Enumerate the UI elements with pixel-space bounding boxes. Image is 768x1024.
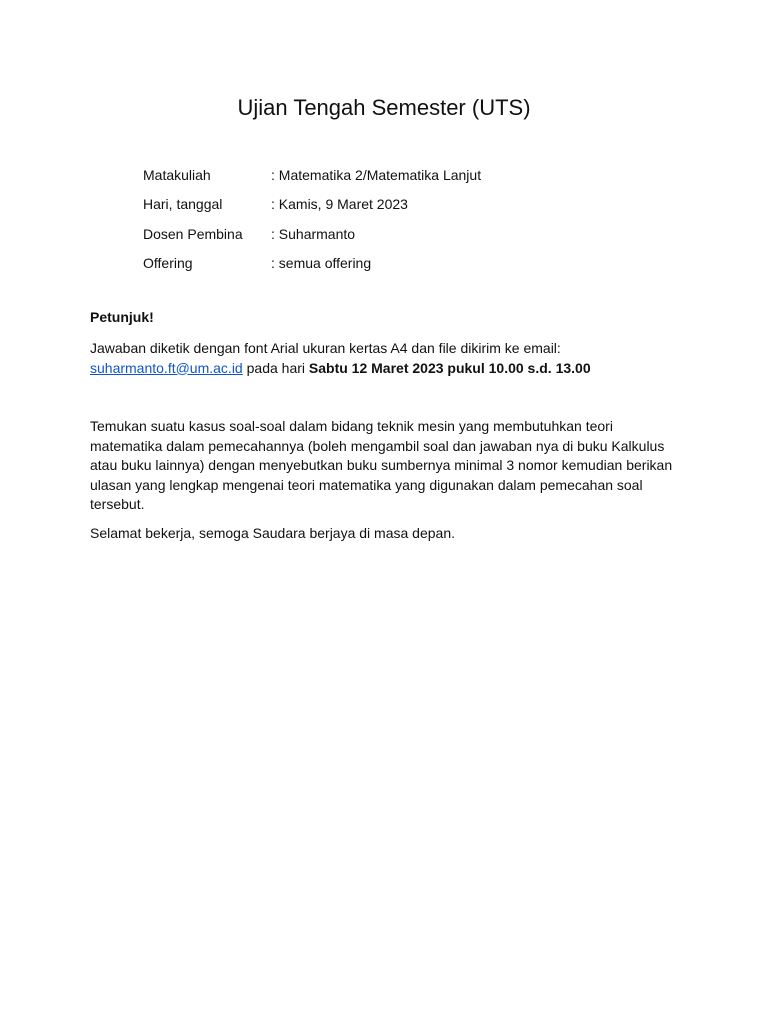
info-row-course — [143, 160, 481, 190]
info-value: : Suharmanto — [271, 225, 356, 242]
info-row-lecturer — [143, 219, 481, 249]
document-title: Ujian Tengah Semester (UTS) — [237, 95, 531, 120]
info-label: Matakuliah — [143, 166, 211, 183]
info-row-date — [143, 190, 481, 220]
info-value: : Matematika 2/Matematika Lanjut — [271, 166, 482, 183]
info-value: : Kamis, 9 Maret 2023 — [271, 196, 408, 213]
instructions-heading: Petunjuk! — [90, 309, 154, 325]
info-label: Hari, tanggal — [143, 196, 223, 213]
info-row-offering — [143, 249, 481, 279]
instructions-paragraph — [90, 339, 680, 378]
task-paragraph: Temukan suatu kasus soal-soal dalam bidang teknik mesin yang membutuhkan teori matematika dalam pemecahannya (boleh mengambil soal dan jawaban nya di buku Kalkulus atau buku lainnya) dengan menyebutkan buku sumbernya minimal 3 nomor kemudian berikan ulasan yang lengkap mengenai teori matematika yang digunakan dalam pemecahan soal tersebut. — [90, 418, 673, 512]
deadline-text: Sabtu 12 Maret 2023 pukul 10.00 s.d. 13.00 — [308, 359, 591, 376]
instruction-text: Jawaban diketik dengan font Arial ukuran kertas A4 dan file dikirim ke email: — [90, 340, 561, 356]
closing-paragraph: Selamat bekerja, semoga Saudara berjaya di masa depan. — [90, 525, 455, 541]
instruction-mid-text: pada hari — [242, 359, 309, 376]
exam-info-table — [143, 160, 481, 278]
info-value: : semua offering — [271, 255, 372, 272]
info-label: Dosen Pembina — [143, 225, 243, 242]
email-link[interactable]: suharmanto.ft@um.ac.id — [90, 359, 243, 376]
info-label: Offering — [143, 255, 193, 272]
